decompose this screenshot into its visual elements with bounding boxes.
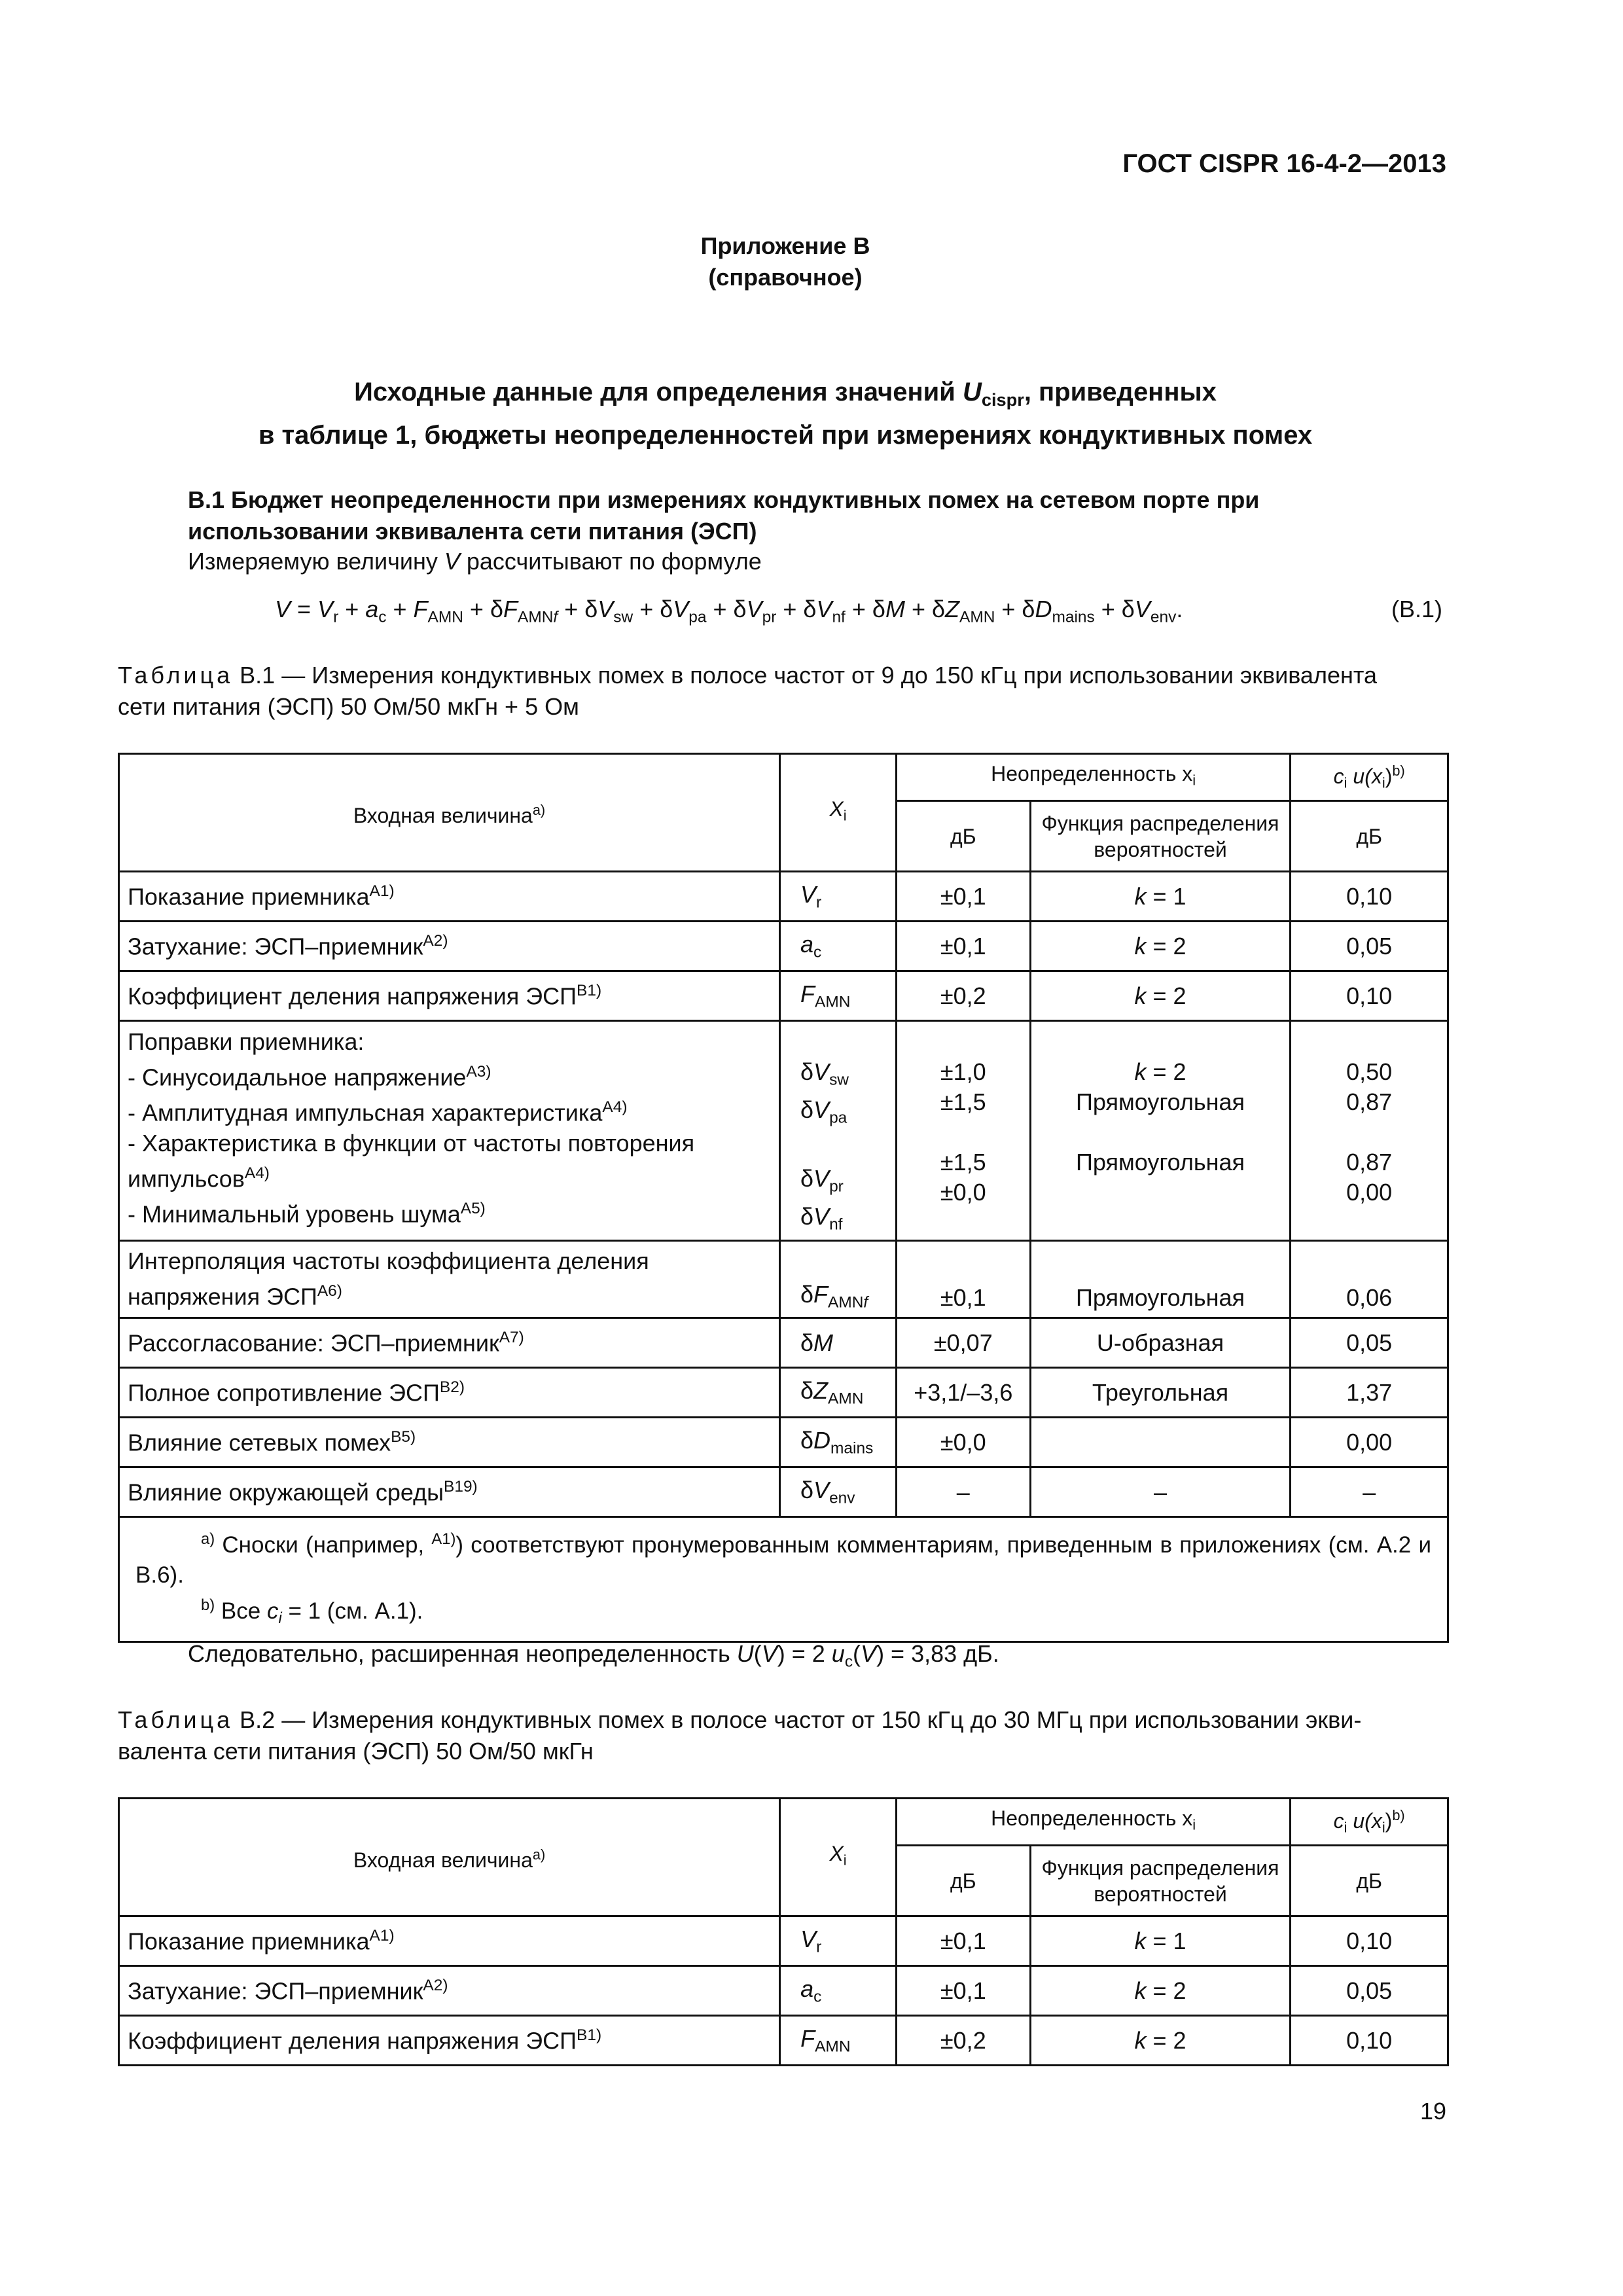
page-number: 19 — [1419, 2098, 1446, 2125]
table-row: Интерполяция частоты коэффициента деления напряжения $ЭСП^{A6)}$ $\delta F_{AMNf}$ ±0,1 Прямоугольная 0,06 — [119, 1241, 1448, 1318]
section-heading: В.1 Бюджет неопределенности при измерениях кондуктивных помех на сетевом порте при использовании эквивалента сети питания (ЭСП) — [188, 486, 1260, 545]
table-row: Влияние сетевых помех$^{B5)}$ $\delta D_{mains}$ ±0,0 0,00 — [119, 1418, 1448, 1467]
annex-name: Приложение В — [700, 232, 870, 259]
annex-kind: (справочное) — [708, 264, 863, 291]
table-row: Показание приемника$^{A1)}$ $V_r$ ±0,1 k = 1 0,10 — [119, 1916, 1448, 1966]
table-row: Полное сопротивление $ЭСП^{B2)}$ $\delta Z_{AMN}$ +3,1/–3,6 Треугольная 1,37 — [119, 1368, 1448, 1418]
col-ciu: $c_i$ $u(x_i)^{b)}$ — [1291, 1799, 1448, 1846]
equation-number: (В.1) — [1391, 596, 1442, 622]
table1-caption: Таблица В.1 — Измерения кондуктивных помех в полосе частот от 9 до 150 кГц при использовании эквивалента сети питания (ЭСП) 50 Ом/50 мкГн + 5 Ом — [118, 662, 1377, 720]
col-uncertainty: Неопределенность $x_i$ — [896, 1799, 1290, 1846]
table-row: Влияние окружающей среды$^{B19)}$ $\delta V_{env}$ – – – — [119, 1467, 1448, 1517]
formula-intro: Измеряемую величину V рассчитывают по формуле — [188, 548, 762, 575]
uncertainty-table-2 — [118, 1797, 1449, 2066]
col-db: дБ — [896, 1846, 1030, 1916]
document-header: ГОСТ CISPR 16-4-2—2013 — [1122, 149, 1446, 178]
table-row: Рассогласование: ЭСП–приемник$^{A7)}$ δM ±0,07 U-образная 0,05 — [119, 1318, 1448, 1368]
table-row: Затухание: ЭСП–приемник$^{A2)}$ $a_c$ ±0,1 k = 2 0,05 — [119, 922, 1448, 971]
col-distribution: Функция распределения вероятностей — [1030, 801, 1291, 872]
table-row: Коэффициент деления напряжения $ЭСП^{B1)}$ $F_{AMN}$ ±0,2 k = 2 0,10 — [119, 971, 1448, 1021]
expanded-uncertainty: Следовательно, расширенная неопределенность U(V) = 2 $u_c(V) = 3,83$ дБ. — [188, 1640, 999, 1671]
col-distribution: Функция распределения вероятностей — [1030, 1846, 1291, 1916]
table-footnotes: $^{a)}$ Сноски (например, $^{A1)}$) соответствуют пронумерованным комментариям, приведенным в приложениях (см. А.2 и В.6). $^{b)}$ Все $c_i = 1$ (см. А.1). — [119, 1517, 1448, 1641]
col-input-quantity: Входная величина$^{a)}$ — [119, 1799, 780, 1916]
table2-caption: Таблица В.2 — Измерения кондуктивных помех в полосе частот от 150 кГц до 30 МГц при использовании экви- валента сети питания (ЭСП) 50 Ом/50 мкГн — [118, 1706, 1362, 1765]
formula-v: $V = V_r + a_c + F_{AMN} + \delta F_{AMNf} + \delta V_{sw} + \delta V_{pa} + \delta V_{pr} + \delta V_{nf} + \delta M + \delta Z_{AMN} + \delta D_{mains} + \delta V_{env}$. — [275, 596, 1183, 626]
col-db: дБ — [896, 801, 1030, 872]
col-xi: $X_i$ — [780, 1799, 897, 1916]
uncertainty-table-1 — [118, 753, 1449, 1643]
col-xi: $X_i$ — [780, 754, 897, 872]
table-row: Коэффициент деления напряжения $ЭСП^{B1)}$ $F_{AMN}$ ±0,2 k = 2 0,10 — [119, 2016, 1448, 2066]
table-row: Показание приемника$^{A1)}$ $V_r$ ±0,1 k = 1 0,10 — [119, 872, 1448, 922]
table-row-receiver-corrections: Поправки приемника: - Синусоидальное напряжение$^{A3)}$ - Амплитудная импульсная характеристика$^{A4)}$ - Характеристика в функции от частоты повторения импульсов$^{A4)}$ - Минимальный уровень шума$^{A5)}$ $\delta V_{sw}$ $\delta V_{pa}$ $\delta V_{pr}$ $\delta V_{nf}$ ±1,0 ±1,5 ±1,5 ±0,0 k = 2 Прямоугольная Прямоугольная 0,50 0,87 0,87 0,00 — [119, 1021, 1448, 1241]
annex-title: Исходные данные для определения значений $U_{cispr}$, приведенных в таблице 1, бюджеты неопределенностей при измерениях кондуктивных помех — [258, 378, 1313, 450]
col-input-quantity: Входная величина$^{a)}$ — [119, 754, 780, 872]
col-ciu: $c_i$ $u(x_i)^{b)}$ — [1291, 754, 1448, 801]
col-db-2: дБ — [1291, 1846, 1448, 1916]
col-db-2: дБ — [1291, 801, 1448, 872]
table-row: Затухание: ЭСП–приемник$^{A2)}$ $a_c$ ±0,1 k = 2 0,05 — [119, 1966, 1448, 2016]
col-uncertainty: Неопределенность $x_i$ — [896, 754, 1290, 801]
